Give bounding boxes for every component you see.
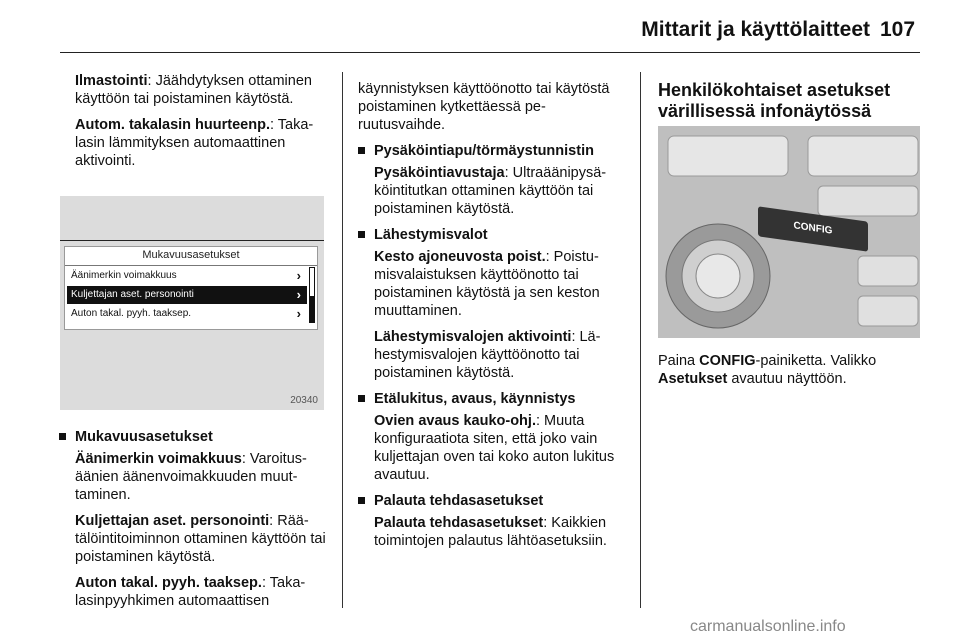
figure-code: 20340 [290, 395, 318, 406]
menu-item-aanimerkin-voimakkuus[interactable]: Äänimerkin voimakkuus › [71, 268, 301, 283]
header-rule [60, 52, 920, 53]
paragraph-palauta-tehdasasetukset: Palauta tehdasasetukset: Kaikkien toimintojen palautus lähtöasetuksiin. [374, 515, 607, 549]
bullet-etalukitus: Etälukitus, avaus, käynnistys [358, 390, 626, 408]
figure-rule [60, 240, 324, 241]
paragraph-takalasin-huurteenpoisto: Autom. takalasin huurteenp.: Takalasin lämmityksen automaattinen aktivointi. [75, 117, 314, 169]
paragraph-kesto-ajoneuvosta: Kesto ajoneuvosta poist.: Poistumisvalaistuksen käyttöönotto tai poistaminen käytöstä ja sen keston muuttaminen. [374, 249, 600, 319]
paragraph-pysakointiavustaja: Pysäköintiavustaja: Ultraäänipysäköintitutkan ottaminen käyttöön tai poistaminen käytöstä. [374, 165, 607, 217]
paragraph-ilmastointi: Ilmastointi: Jäähdytyksen ottaminen käyttöön tai poistaminen käytöstä. [75, 73, 312, 107]
bullet-pysakointiapu: Pysäköintiapu/törmäystunnistin [358, 142, 626, 160]
display-screen [64, 246, 318, 330]
paragraph-continuation: käynnistyksen käyttöönotto tai käytöstä poistaminen kytkettäessä peruutusvaihde. [358, 81, 610, 133]
paragraph-auton-takal-pyyh: Auton takal. pyyh. taaksep.: Takalasinpyyhkimen automaattisen [75, 575, 306, 609]
chevron-right-icon: › [296, 287, 301, 302]
header-title: Mittarit ja käyttölaitteet [641, 18, 870, 41]
config-button[interactable]: CONFIG [758, 206, 868, 251]
bullet-mukavuusasetukset: Mukavuusasetukset [59, 428, 330, 446]
column-1 [75, 72, 330, 178]
column-divider-1 [342, 72, 343, 608]
column-2 [358, 80, 626, 558]
screen-rule [65, 265, 317, 266]
screen-title: Mukavuusasetukset [142, 249, 240, 261]
section-heading: Henkilökohtaiset asetukset värillisessä infonäytössä [658, 80, 891, 121]
scrollbar[interactable] [309, 267, 315, 323]
column-divider-2 [640, 72, 641, 608]
figure-comfort-settings-screen [60, 196, 324, 410]
menu-item-kuljettajan-aset-personointi[interactable]: Kuljettajan aset. personointi › [67, 286, 307, 304]
paragraph-kuljettajan-aset: Kuljettajan aset. personointi: Räätälöintitoiminnon ottaminen käyttöön tai poistaminen käytöstä. [75, 513, 326, 565]
scrollbar-thumb[interactable] [310, 296, 314, 322]
chevron-right-icon: › [296, 268, 301, 283]
paragraph-paina-config: Paina CONFIG-painiketta. Valikko Asetukset avautuu näyttöön. [658, 353, 877, 387]
chevron-right-icon: › [296, 306, 301, 321]
bullet-lahestymisvalot: Lähestymisvalot [358, 226, 626, 244]
column-1-lower [75, 420, 330, 618]
menu-item-auton-takal-pyyh[interactable]: Auton takal. pyyh. taaksep. › [71, 306, 301, 321]
bullet-palauta-tehdasasetukset: Palauta tehdasasetukset [358, 492, 626, 510]
column-3 [658, 80, 923, 122]
watermark: carmanualsonline.info [690, 618, 846, 635]
page-number: 107 [880, 18, 916, 41]
paragraph-ovien-avaus: Ovien avaus kauko-ohj.: Muuta konfiguraatiota siten, että joko vain kuljettajan oven tai koko auton lukitus avautuu. [374, 413, 615, 483]
column-3-lower [658, 352, 923, 396]
figure-config-button-photo [658, 126, 920, 338]
paragraph-aanimerkin-voimakkuus: Äänimerkin voimakkuus: Varoitusäänien äänenvoimakkuuden muuttaminen. [75, 451, 307, 503]
paragraph-lahestymisvalojen-aktivointi: Lähestymisvalojen aktivointi: Lähestymisvalojen käyttöönotto tai poistaminen käytöstä. [374, 329, 601, 381]
